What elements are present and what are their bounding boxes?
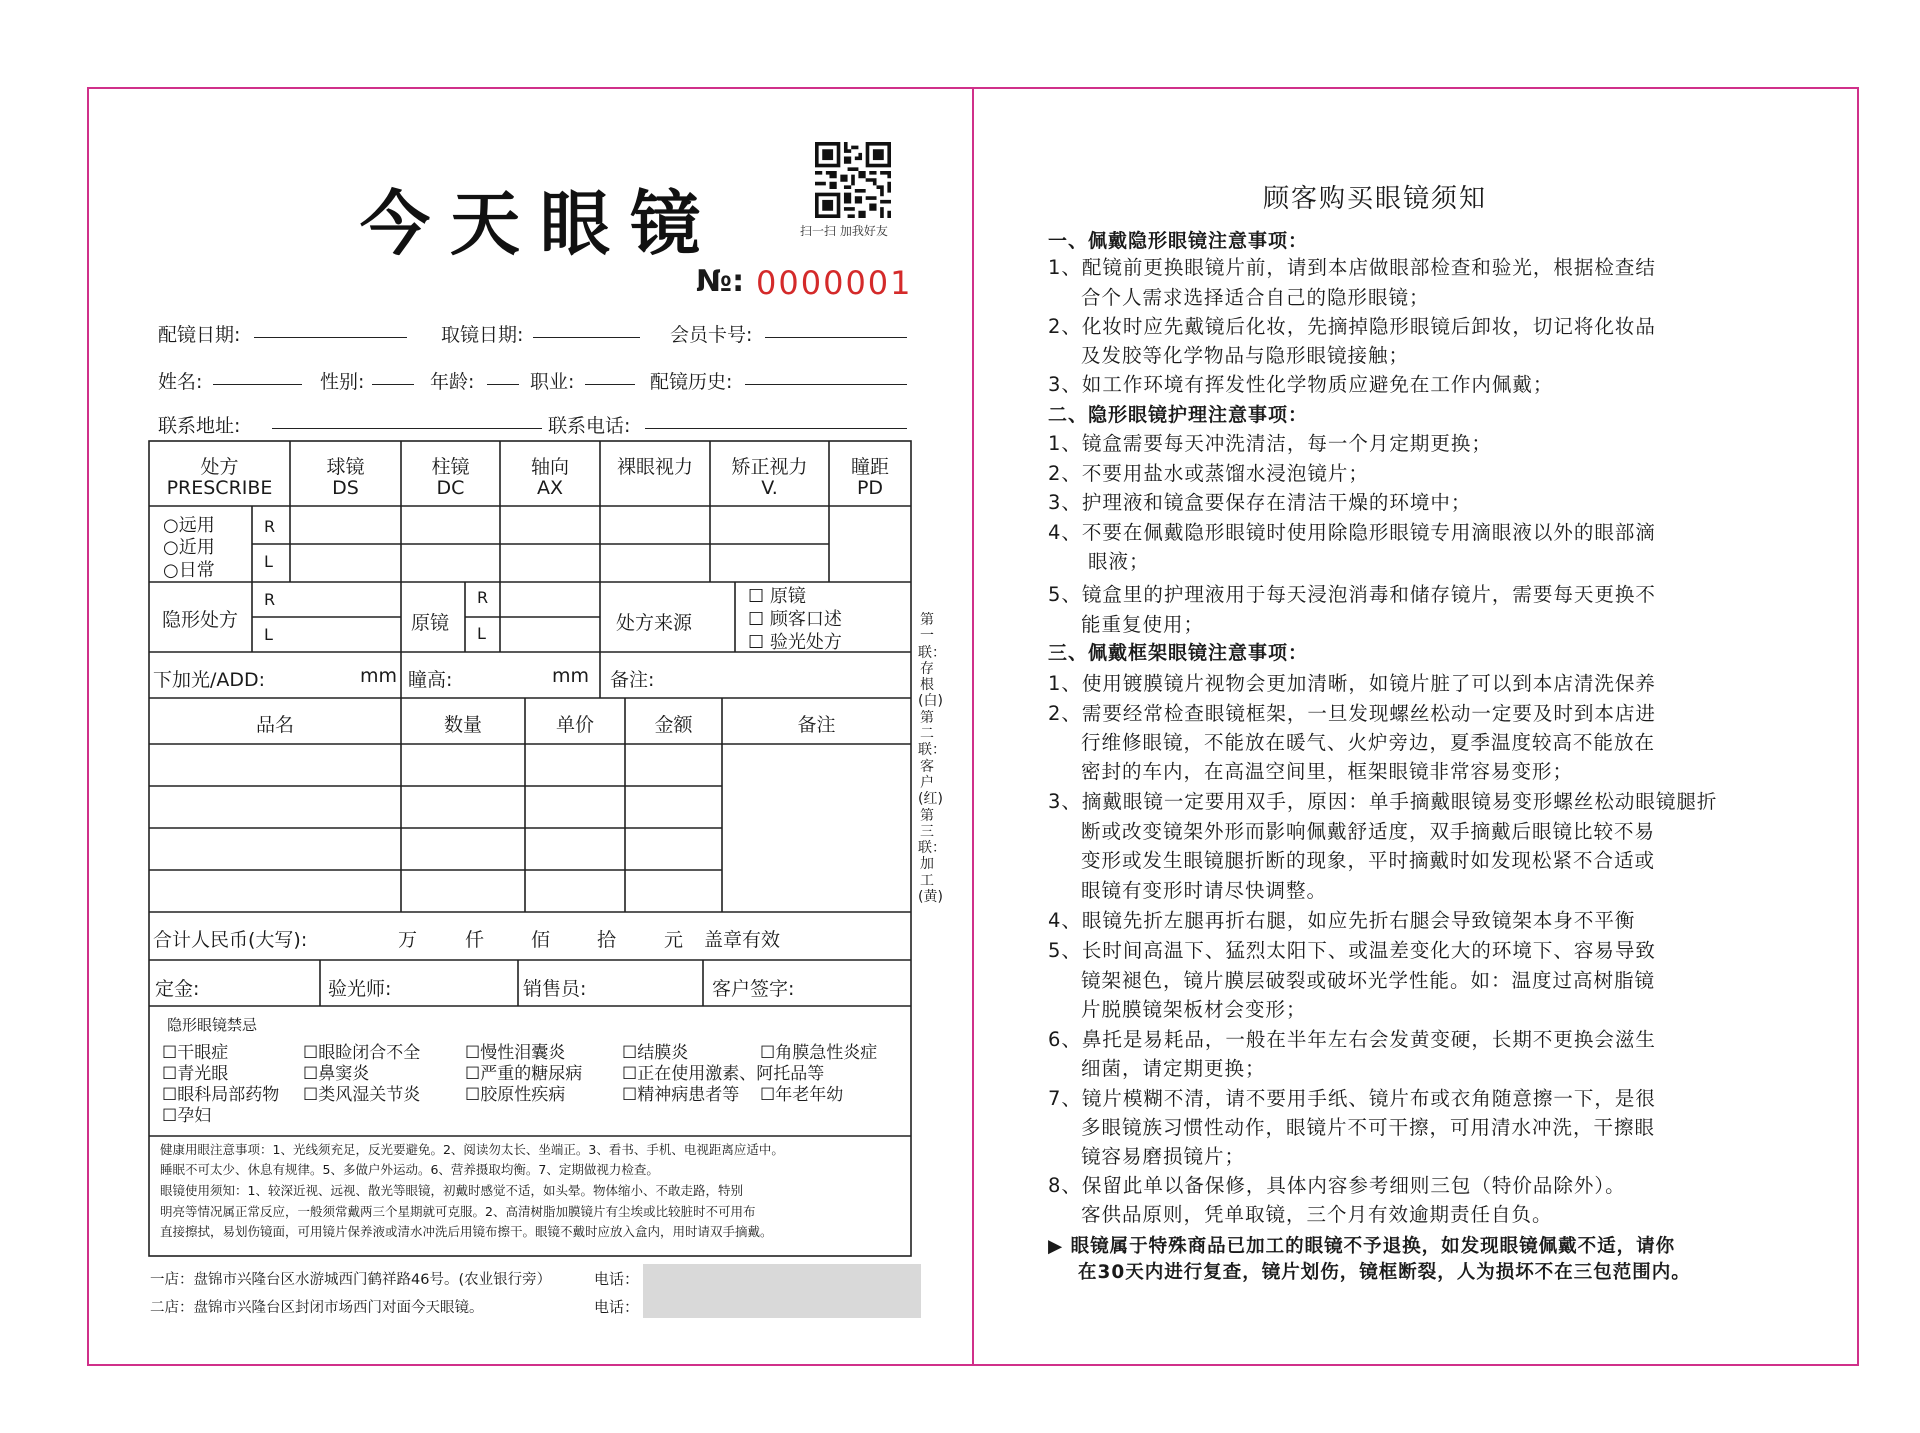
rx-header-corrected: 矫正视力 (731, 456, 808, 478)
store-2-tel-label: 电话： (594, 1298, 640, 1316)
rx-header-sph-en: DS (332, 477, 359, 499)
notice-line: 眼镜有变形时请尽快调整。 (1081, 879, 1328, 902)
store-1-tel-label: 电话： (594, 1270, 640, 1288)
notice-line: 6、鼻托是易耗品，一般在半年左右会发黄变硬，长期不更换会滋生 (1048, 1028, 1656, 1051)
name-label: 姓名: (158, 371, 203, 393)
notice-section-heading: 二、隐形眼镜护理注意事项： (1048, 404, 1309, 426)
contact-rx-label: 隐形处方 (162, 609, 239, 631)
total-shi: 拾 (597, 929, 617, 951)
store-2-address: 二店：盘锦市兴隆台区封闭市场西门对面今天眼镜。 (150, 1300, 484, 1316)
notice-footer-line: 在30天内进行复查，镜片划伤，镜框断裂，人为损坏不在三包范围内。 (1078, 1262, 1691, 1283)
notice-line: 镜架褪色，镜片膜层破裂或破坏光学性能。如：温度过高树脂镜 (1081, 969, 1656, 992)
notice-line: 5、镜盒里的护理液用于每天浸泡消毒和储存镜片，需要每天更换不 (1048, 583, 1656, 606)
pupil-height-label: 瞳高: (408, 669, 453, 691)
store-1-address: 一店：盘锦市兴隆台区水游城西门鹤祥路46号。(农业银行旁） (150, 1272, 552, 1288)
items-header-remark: 备注 (797, 714, 836, 736)
total-wan: 万 (398, 929, 418, 951)
use-daily-option[interactable]: ○日常 (163, 560, 215, 581)
notice-line: 及发胶等化学物品与隐形眼镜接触； (1081, 344, 1410, 367)
add-unit-mm: mm (360, 665, 398, 687)
notice-line: 眼液； (1088, 550, 1150, 573)
seller-label: 销售员: (523, 978, 587, 1000)
notice-section-heading: 三、佩戴框架眼镜注意事项： (1048, 642, 1309, 664)
contact-left-eye-label: L (264, 625, 273, 644)
rx-header-prescribe-en: PRESCRIBE (166, 477, 273, 499)
items-header-price: 单价 (555, 714, 594, 736)
items-header-qty: 数量 (443, 714, 482, 736)
source-test-checkbox[interactable]: ☐ 验光处方 (748, 632, 842, 653)
notice-line: 能重复使用； (1081, 613, 1205, 636)
notice-line: 4、不要在佩戴隐形眼镜时使用除隐形眼镜专用滴眼液以外的眼部滴 (1048, 521, 1656, 544)
contra-item[interactable]: ☐孕妇 (162, 1106, 212, 1126)
health-note-line: 健康用眼注意事项：1、光线须充足，反光要避免。2、阅读勿太长、坐端正。3、看书、手机、电视距离应适中。 (160, 1142, 784, 1157)
notice-line: 3、如工作环境有挥发性化学物质应避免在工作内佩戴； (1048, 373, 1554, 396)
rx-header-axis: 轴向 (530, 456, 569, 478)
optometrist-label: 验光师: (328, 978, 392, 1000)
notice-line: 2、不要用盐水或蒸馏水浸泡镜片； (1048, 462, 1369, 485)
notice-line: 片脱膜镜架板材会变形； (1081, 998, 1307, 1021)
notice-line: 合个人需求选择适合自己的隐形眼镜； (1081, 286, 1430, 309)
contra-item[interactable]: ☐鼻窦炎 (303, 1064, 370, 1084)
rx-left-eye-label: L (264, 552, 273, 571)
job-label: 职业: (530, 371, 575, 393)
phone-block (643, 1264, 921, 1318)
notice-line: 细菌，请定期更换； (1081, 1057, 1266, 1080)
history-label: 配镜历史: (650, 371, 733, 393)
total-bai: 佰 (531, 929, 551, 951)
shop-title: 今天眼镜 (360, 182, 720, 265)
contact-right-eye-label: R (264, 590, 276, 609)
original-glasses-label: 原镜 (411, 612, 450, 634)
contra-item[interactable]: ☐严重的糖尿病 (465, 1064, 583, 1084)
height-unit-mm: mm (552, 665, 590, 687)
contra-item[interactable]: ☐精神病患者等 (622, 1085, 740, 1105)
total-yuan: 元 (664, 929, 684, 951)
rx-remark-label: 备注: (610, 669, 655, 691)
notice-line: 多眼镜族习惯性动作，眼镜片不可干擦，可用清水冲洗，干擦眼 (1081, 1116, 1656, 1139)
phone-label: 联系电话: (548, 415, 631, 437)
orig-right-eye-label: R (477, 588, 489, 607)
source-oral-checkbox[interactable]: ☐ 顾客口述 (748, 609, 842, 630)
contra-item[interactable]: ☐正在使用激素、阿托品等 (622, 1064, 825, 1084)
notice-line: 1、镜盒需要每天冲洗清洁，每一个月定期更换； (1048, 432, 1492, 455)
use-near-option[interactable]: ○近用 (163, 537, 215, 558)
orig-left-eye-label: L (477, 624, 486, 643)
use-far-option[interactable]: ○远用 (163, 515, 215, 536)
customer-sign-label: 客户签字: (712, 978, 795, 1000)
member-card-label: 会员卡号: (670, 324, 753, 346)
notice-footer-line: ▶ 眼镜属于特殊商品已加工的眼镜不予退换，如发现眼镜佩戴不适，请你 (1048, 1236, 1676, 1257)
pickup-date-label: 取镜日期: (441, 324, 524, 346)
notice-line: 行维修眼镜，不能放在暖气、火炉旁边，夏季温度较高不能放在 (1081, 731, 1656, 754)
rx-header-corrected-en: V. (761, 477, 778, 499)
rx-header-sph: 球镜 (326, 456, 365, 478)
gender-label: 性别: (320, 371, 365, 393)
rx-header-pd: 瞳距 (850, 456, 889, 478)
rx-header-prescribe: 处方 (200, 456, 239, 478)
serial-number: 0000001 (756, 264, 913, 302)
order-date-label: 配镜日期: (158, 324, 241, 346)
contra-item[interactable]: ☐角膜急性炎症 (760, 1043, 878, 1063)
notice-line: 5、长时间高温下、猛烈太阳下、或温差变化大的环境下、容易导致 (1048, 939, 1656, 962)
rx-header-pd-en: PD (856, 477, 884, 499)
notice-line: 3、护理液和镜盒要保存在清洁干燥的环境中； (1048, 491, 1472, 514)
stamp-note: 盖章有效 (704, 929, 781, 951)
items-header-amount: 金额 (654, 714, 693, 736)
rx-header-axis-en: AX (536, 477, 563, 499)
notice-line: 断或改变镜架外形而影响佩戴舒适度，双手摘戴后眼镜比较不易 (1081, 820, 1656, 843)
notice-line: 1、使用镀膜镜片视物会更加清晰，如镜片脏了可以到本店清洗保养 (1048, 672, 1656, 695)
copy-distribution-note: 第一联：存根(白) 第二联：客户(红) 第三联：加工(黄) (918, 612, 946, 906)
notice-line: 2、需要经常检查眼镜框架，一旦发现螺丝松动一定要及时到本店进 (1048, 702, 1656, 725)
rx-source-label: 处方来源 (616, 612, 693, 634)
address-label: 联系地址: (158, 415, 241, 437)
total-qian: 仟 (465, 929, 485, 951)
rx-header-naked: 裸眼视力 (616, 456, 693, 478)
health-note-line: 明亮等情况属正常反应，一般须常戴两三个星期就可克服。2、高清树脂加膜镜片有尘埃或比较脏时不可用布 (160, 1204, 756, 1219)
total-label: 合计人民币(大写): (153, 929, 308, 951)
contra-item[interactable]: ☐眼科局部药物 (162, 1085, 280, 1105)
notice-line: 4、眼镜先折左腿再折右腿，如应先折右腿会导致镜架本身不平衡 (1048, 909, 1636, 932)
notice-line: 8、保留此单以备保修，具体内容参考细则三包（特价品除外）。 (1048, 1174, 1626, 1197)
health-note-line: 眼镜使用须知：1、较深近视、远视、散光等眼镜，初戴时感觉不适，如头晕。物体缩小、不敢走路，特别 (160, 1183, 743, 1198)
rx-right-eye-label: R (264, 517, 276, 536)
notice-section-heading: 一、佩戴隐形眼镜注意事项： (1048, 230, 1309, 252)
deposit-label: 定金: (155, 978, 200, 1000)
contra-item[interactable]: ☐类风湿关节炎 (303, 1085, 421, 1105)
notice-line: 2、化妆时应先戴镜后化妆，先摘掉隐形眼镜后卸妆，切记将化妆品 (1048, 315, 1656, 338)
health-note-line: 直接擦拭，易划伤镜面，可用镜片保养液或清水冲洗后用镜布擦干。眼镜不戴时应放入盒内，用时请双手摘戴。 (160, 1224, 773, 1239)
source-original-checkbox[interactable]: ☐ 原镜 (748, 586, 806, 607)
notice-line: 客供品原则，凭单取镜，三个月有效逾期责任自负。 (1081, 1203, 1553, 1226)
notice-line: 3、摘戴眼镜一定要用双手，原因：单手摘戴眼镜易变形螺丝松动眼镜腿折 (1048, 790, 1718, 813)
contra-item[interactable]: ☐年老年幼 (760, 1085, 844, 1105)
add-power-label: 下加光/ADD: (153, 669, 266, 691)
notice-line: 1、配镜前更换眼镜片前，请到本店做眼部检查和验光，根据检查结 (1048, 256, 1656, 279)
contra-item[interactable]: ☐结膜炎 (622, 1043, 689, 1063)
notice-line: 镜容易磨损镜片； (1081, 1145, 1246, 1168)
contra-item[interactable]: ☐干眼症 (162, 1043, 229, 1063)
contra-item[interactable]: ☐慢性泪囊炎 (465, 1043, 566, 1063)
number-label: №: (696, 264, 745, 299)
age-label: 年龄: (430, 371, 475, 393)
qr-caption: 扫一扫 加我好友 (800, 224, 888, 238)
contra-item[interactable]: ☐青光眼 (162, 1064, 229, 1084)
items-header-name: 品名 (255, 714, 294, 736)
contra-item[interactable]: ☐眼睑闭合不全 (303, 1043, 421, 1063)
notice-title: 顾客购买眼镜须知 (1263, 184, 1488, 214)
contra-item[interactable]: ☐胶原性疾病 (465, 1085, 566, 1105)
rx-header-cyl: 柱镜 (431, 456, 470, 478)
notice-line: 密封的车内，在高温空间里，框架眼镜非常容易变形； (1081, 760, 1574, 783)
rx-header-cyl-en: DC (436, 477, 465, 499)
notice-line: 7、镜片模糊不清，请不要用手纸、镜片布或衣角随意擦一下，是很 (1048, 1087, 1656, 1110)
notice-line: 变形或发生眼镜腿折断的现象，平时摘戴时如发现松紧不合适或 (1081, 849, 1656, 872)
contra-title: 隐形眼镜禁忌 (167, 1016, 258, 1034)
health-note-line: 睡眠不可太少、休息有规律。5、多做户外运动。6、营养摄取均衡。7、定期做视力检查。 (160, 1162, 659, 1177)
